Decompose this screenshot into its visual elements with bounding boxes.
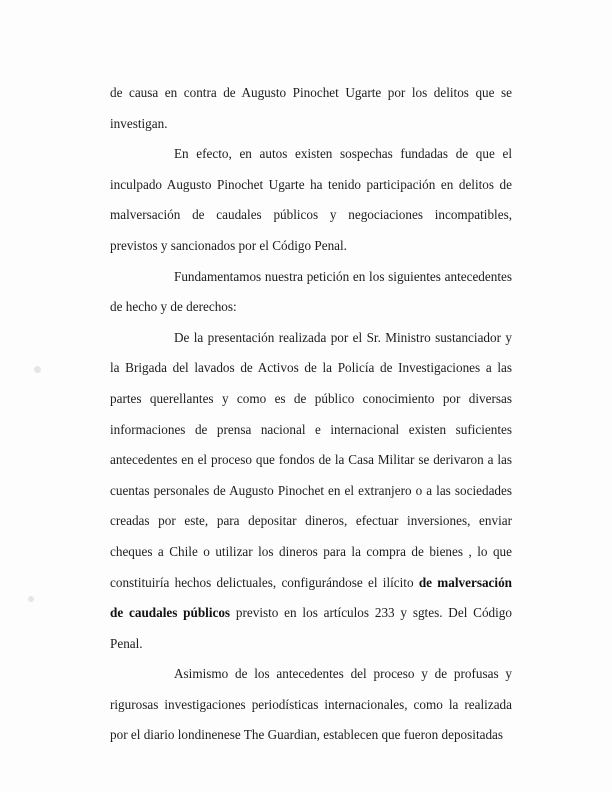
text-run: Asimismo de los antecedentes del proceso y de profusas y rigurosas investigaciones periodísticas internacionales, como la realizada por el diario londinenese The Guardian, establecen que fueron depositadas	[110, 666, 512, 743]
scan-speck	[28, 596, 34, 602]
text-run: de causa en contra de Augusto Pinochet Ugarte por los delitos que se investigan.	[110, 85, 512, 131]
bold-text-run: de malversación de caudales públicos	[110, 574, 512, 621]
paragraph	[110, 78, 512, 139]
paragraph	[110, 323, 512, 660]
paragraph	[110, 659, 512, 751]
text-run: En efecto, en autos existen sospechas fundadas de que el inculpado Augusto Pinochet Ugarte ha tenido participación en delitos de malversación de caudales públicos y negociaciones incompatibles, previstos y sancionados por el Código Penal.	[110, 146, 512, 253]
document-body	[110, 78, 512, 751]
text-run: Fundamentamos nuestra petición en los siguientes antecedentes de hecho y de derechos:	[110, 268, 512, 315]
text-run: previsto en los artículos 233 y sgtes. Del Código Penal.	[110, 605, 512, 651]
scan-speck	[34, 366, 41, 373]
paragraph	[110, 262, 512, 323]
text-run: De la presentación realizada por el Sr. Ministro sustanciador y la Brigada del lavados de Activos de la Policía de Investigaciones a las partes querellantes y como es de público conocimiento por diversas informaciones de prensa nacional e internacional existen suficientes antecedentes en el proceso que fondos de la Casa Militar se derivaron a las cuentas personales de Augusto Pinochet en el extranjero o a las sociedades creadas por este, para depositar dineros, efectuar inversiones, enviar cheques a Chile o utilizar los dineros para la compra de bienes , lo que constituiría hechos delictuales, configurándose el ilícito	[110, 329, 512, 590]
paragraph	[110, 139, 512, 261]
